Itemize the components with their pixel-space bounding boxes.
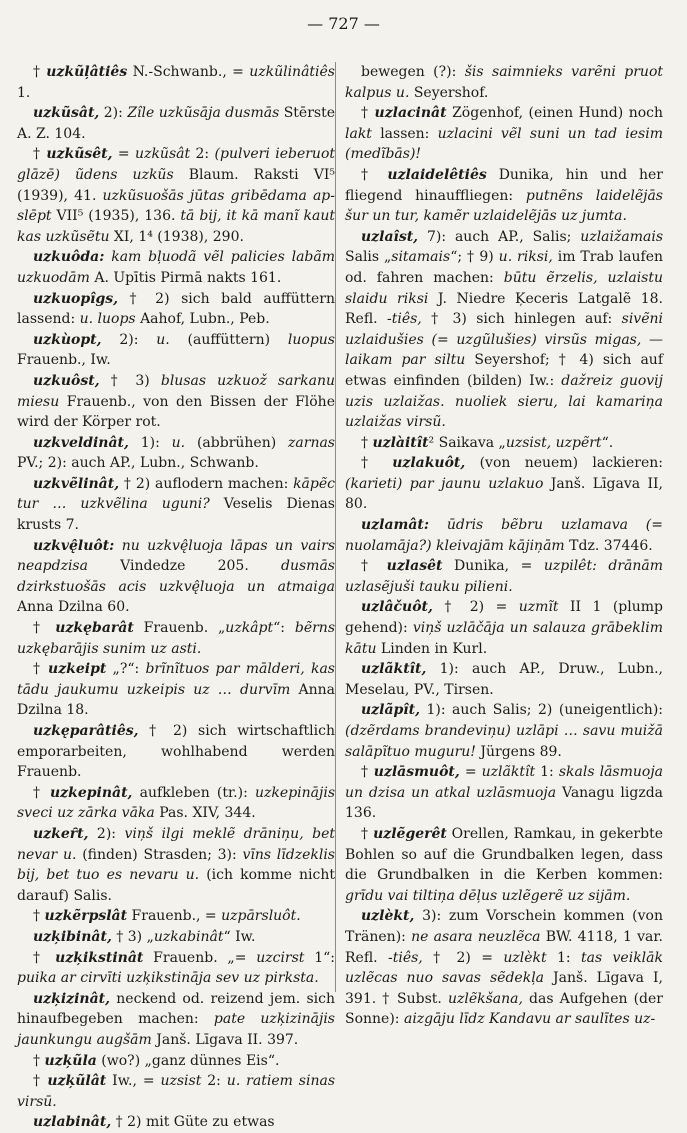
dictionary-entry (345, 906, 663, 1030)
entry-text: Dunika, hin und her fliegend hinauffliegen: (345, 166, 663, 204)
entry-text: † 3) „ (111, 928, 154, 945)
dictionary-entry (17, 144, 335, 247)
entry-text: (wo?) „ganz dünnes Eis“. (96, 1052, 280, 1069)
entry-text: (auffüttern) (169, 331, 288, 348)
entry-text: A. Upītis Pirmā nakts 161. (89, 269, 282, 286)
entry-text: neckend od. reizend jem. sich hinaufbegeben machen: (17, 990, 335, 1028)
entry-headword: uzlàitît (372, 434, 429, 451)
entry-text: uzkũsât (135, 146, 191, 163)
dictionary-entry (345, 453, 663, 515)
entry-headword: uzlãpît, (361, 702, 420, 719)
entry-text: Tdz. 37446. (564, 537, 653, 554)
entry-text: uzsist (160, 1073, 202, 1090)
entry-text (597, 558, 609, 574)
dictionary-entry (17, 659, 335, 721)
entry-text (429, 517, 447, 533)
entry-headword: uzkęparâtiês, (33, 723, 139, 739)
dictionary-entry (17, 474, 335, 536)
entry-text: 3): zum Vorschein kommen (von Tränen): (345, 908, 663, 945)
dictionary-entry (17, 330, 335, 371)
entry-text: ne asara neuzlẽca (411, 928, 541, 945)
entry-text: nu uzkvę̂luoja lāpas un vairs neapdzisa (17, 537, 336, 575)
entry-text: † (33, 1052, 45, 1069)
entry-text: 2: (190, 146, 215, 163)
dictionary-entry (17, 721, 335, 783)
entry-text: bewegen (?): (361, 64, 465, 80)
entry-text: † (33, 661, 49, 678)
entry-headword: uzķikstinât (55, 949, 144, 966)
entry-text: Vindedze 205. (87, 558, 282, 575)
entry-text: PV.; 2): auch AP., Lubn., Schwanb. (17, 455, 259, 472)
page-number: — 727 — (307, 14, 380, 33)
entry-text: BW. 4118, 1 var. Refl. (345, 928, 663, 966)
dictionary-entry (17, 247, 335, 288)
entry-text: tas veiklāk uzlẽcas nuo savas sẽdekļa (345, 949, 663, 987)
entry-text: (karieti) par jaunu uzlakuo (345, 475, 544, 492)
entry-text: Blaum. Raksti VI⁵ (1939), 41. (17, 166, 335, 204)
entry-text: Anna Dzilna 18. (17, 681, 335, 719)
entry-text: = (112, 146, 136, 163)
entry-headword: uzķibinât, (33, 928, 112, 945)
entry-text: Frauenb. „= (143, 949, 257, 966)
entry-text: Pas. XIV, 344. (154, 805, 256, 822)
entry-text: † (361, 764, 374, 781)
entry-text: (abbrühen) (185, 434, 289, 451)
entry-text: † (33, 949, 56, 966)
entry-headword: uzķizinât, (33, 990, 111, 1007)
entry-text: zarnas (288, 434, 335, 451)
entry-text: Frauenb., von den Bissen der Flöhe wird der Körper rot. (17, 393, 335, 431)
entry-headword: uzķũlât (47, 1073, 107, 1090)
entry-text: pate uzķizinājis jaunkungu augšām (17, 1011, 335, 1048)
entry-text: uzlaižamais (580, 228, 663, 245)
entry-text: das Aufgehen (der Sonne): (345, 990, 663, 1028)
entry-text: Anna Dzilna 60. (17, 599, 130, 616)
entry-text: uzcirst (256, 949, 305, 966)
dictionary-entry (345, 762, 663, 824)
entry-text: Stērste A. Z. 104. (17, 105, 336, 142)
dictionary-entry (17, 536, 335, 618)
dictionary-entry (345, 824, 663, 906)
entry-headword: uzkũsât, (33, 105, 100, 122)
entry-text: † (361, 434, 373, 451)
entry-headword: uzlacinât (374, 105, 447, 122)
entry-headword: uzkeȓt, (33, 825, 89, 842)
dictionary-entry (17, 62, 335, 103)
entry-text: N.-Schwanb., = (127, 64, 250, 80)
dictionary-entry (17, 824, 335, 906)
entry-text: Frauenb., Iw. (17, 352, 111, 369)
entry-text: 1): auch Salis; 2) (uneigentlich): (419, 702, 663, 719)
entry-headword: uzkuopîgs, (33, 290, 118, 307)
entry-text: Jürgens 89. (475, 743, 562, 760)
dictionary-entry (17, 989, 335, 1051)
entry-text: Janš. Līgava II. 397. (151, 1031, 299, 1048)
entry-text: uzpārsluôt. (221, 908, 301, 925)
entry-text: uzlãktît (481, 764, 536, 781)
entry-text: † (33, 1073, 48, 1090)
dictionary-entry (345, 597, 663, 659)
entry-text: † (361, 455, 393, 472)
entry-text: aizgāju līdz Kandavu ar saulītes uz- (403, 1011, 656, 1028)
entry-text: dusmās dzirkstuošās acis uzkvę̂luoja un atmaiga (17, 558, 335, 595)
entry-text: viņš uzlāčāja un salauza grābeklim kātu (345, 620, 663, 657)
entry-headword: uzķũla (44, 1052, 97, 1069)
dictionary-entry (17, 103, 335, 144)
entry-headword: uzkeipt (48, 661, 107, 678)
entry-text: † 2) mit Güte zu etwas (111, 1114, 275, 1131)
entry-text: 1): (128, 434, 172, 451)
entry-text: būtu ẽrzelis, uzlaistu slaidu riksi (345, 269, 663, 307)
entry-text: XI, 1⁴ (1938), 290. (109, 228, 244, 245)
entry-text: 2): (101, 331, 157, 348)
entry-headword: uzlamât: (361, 517, 430, 534)
entry-text: (finden) Strasden; 3): (76, 846, 243, 863)
entry-text: II 1 (plump gehend): (345, 599, 663, 637)
entry-text: Orellen, Ramkau, in gekerbte Bohlen so auf die Grundbalken legen, dass die Grundbalken in die Kerben kommen: (345, 825, 663, 884)
dictionary-entry (345, 659, 663, 700)
entry-text: -tiês, (387, 311, 422, 328)
entry-text: grīdu vai tiltiņa dēļus uzlẽgerẽ uz sijām. (345, 887, 631, 904)
entry-headword: uzkũļâtiês (46, 64, 128, 80)
entry-text: u. ratiem sinas virsū. (17, 1073, 335, 1110)
entry-text: blusas uzkuož sarkanu miesu (17, 372, 335, 410)
dictionary-entry (17, 1051, 335, 1072)
entry-text: „?“: (106, 661, 146, 678)
entry-headword: uzkuôda: (33, 249, 105, 266)
entry-text: † (361, 105, 375, 122)
entry-text: J. Niedre Ķeceris Latgalẽ 18. Refl. (345, 290, 663, 328)
entry-text: sivẽni uzlaidušies (= uzgũlušies) virsũs migas, — laikam par siltu (345, 311, 663, 369)
entry-text: 1“: (304, 949, 336, 966)
entry-text: † (33, 784, 50, 801)
entry-text: † 2) auflodern machen: (119, 475, 294, 492)
entry-text: Zîle uzkũsāja dusmās (127, 105, 280, 122)
entry-text: sitamais (391, 249, 451, 266)
entry-text: † (361, 558, 387, 575)
dictionary-entry (345, 62, 663, 103)
dictionary-entry (17, 927, 335, 948)
entry-text: u. luops (79, 311, 136, 328)
entry-text: bẽrns uzkębarājis sunim uz asti. (17, 620, 335, 657)
entry-text: dažreiz guovij uzis uzlaižas. nuoliek sieru, lai kamariņa uzlaižas virsũ. (345, 372, 663, 431)
entry-text: † 2) = (432, 599, 519, 616)
entry-headword: uzkùopt, (33, 331, 102, 348)
dictionary-entry (17, 618, 335, 659)
entry-text: “; † 9) (450, 249, 499, 266)
entry-text: uzsist, uzpẽrt (505, 434, 602, 451)
dictionary-entry (17, 289, 335, 330)
entry-text: uzlẽkšana, (447, 990, 523, 1007)
entry-text: u. riksi, (498, 249, 553, 266)
entry-text: ² Saikava „ (428, 434, 506, 451)
dictionary-entry (345, 433, 663, 454)
entry-text: 1): auch AP., Druw., Lubn., Meselau, PV., Tirsen. (345, 661, 663, 698)
entry-text: 1: (535, 764, 559, 781)
dictionary-entry (17, 906, 335, 927)
entry-text: † (33, 146, 47, 163)
entry-text: Janš. Līgava II, 80. (345, 475, 664, 513)
entry-text: uzkepinājis sveci uz zārka vāka (17, 784, 335, 822)
entry-text: = (459, 764, 482, 781)
entry-text: Salis „ (345, 249, 392, 266)
entry-text: Frauenb., = (127, 908, 222, 925)
entry-text: kāpẽc tur … uzkvẽlina uguni? (17, 475, 335, 513)
entry-text: luopus (287, 331, 335, 348)
entry-text: uzkũlinâtiês (249, 64, 335, 80)
entry-text: Linden in Kurl. (376, 640, 488, 657)
entry-text: Janš. Līgava I, 391. † Subst. (345, 970, 663, 1007)
entry-headword: uzkveldinât, (33, 434, 129, 451)
entry-text: (ich komme nicht darauf) Salis. (17, 867, 335, 904)
entry-text: † (361, 166, 388, 183)
column-divider (335, 62, 336, 992)
entry-headword: uzkepinât, (50, 784, 133, 801)
dictionary-entry (345, 515, 663, 556)
entry-headword: uzkũsêt, (46, 146, 113, 163)
entry-text: uzkũsuošās jūtas gribēdama apslēpt (17, 187, 335, 225)
entry-text: Seyershof; † 4) sich auf etwas einfinden (bilden) Iw.: (345, 352, 663, 389)
entry-text: 2): (99, 105, 128, 122)
entry-text: 2): (88, 825, 125, 842)
entry-text: drānām uzlasẽjuši tauku pilieni. (345, 558, 664, 595)
entry-text: im Trab laufen od. fahren machen: (345, 249, 664, 286)
dictionary-entry (345, 103, 663, 165)
entry-text: “. (601, 434, 614, 451)
entry-headword: uzlãktît, (361, 661, 427, 678)
dictionary-entry (345, 700, 663, 762)
dictionary-entry (17, 783, 335, 824)
entry-headword: uzlaidelêtiês (387, 166, 487, 183)
entry-text: † (33, 64, 47, 80)
entry-headword: uzkvę̂luôt: (33, 537, 115, 554)
dictionary-entry (17, 1112, 335, 1133)
entry-text: vīns līdzeklis bij, bet tuo es nevaru u. (17, 846, 335, 884)
entry-text: 2: (201, 1073, 227, 1090)
entry-text: † 3) sich hinlegen auf: (421, 311, 622, 328)
entry-headword: uzlakuôt, (392, 455, 466, 472)
entry-text: VII⁵ (1935), 136. (51, 208, 181, 225)
entry-text: † 2) sich bald auffüttern lassend: (17, 290, 335, 328)
entry-text: (von neuem) lackieren: (465, 455, 663, 472)
dictionary-entry (345, 556, 663, 597)
entry-text: -tiês, (388, 949, 423, 966)
entry-text: uzkâpt (225, 620, 274, 637)
dictionary-entry (17, 433, 335, 474)
entry-headword: uzlasêt (386, 558, 443, 575)
entry-text: kam bļuodã vẽl palicies labãm uzkuodām (17, 249, 336, 286)
dictionary-entry (345, 165, 663, 227)
entry-text: brĩnĩtuos par mālderi, kas tādu jaukumu uzkeipis uz … durvīm (17, 661, 335, 698)
entry-text: † (33, 908, 45, 925)
entry-text: “ Iw. (223, 928, 256, 945)
entry-text: u. (156, 331, 170, 348)
entry-text: 7): auch AP., Salis; (418, 228, 581, 245)
entry-text: Dunika, = (442, 558, 544, 575)
entry-headword: uzlāsmuôt, (373, 764, 460, 781)
dictionary-entry (17, 371, 335, 433)
entry-text: † 2) sich wirtschaftlich emporarbeiten, wohlhabend werden Frauenb. (17, 723, 335, 781)
entry-text: uzlacini vẽl suni un tad iesim (medĩbās)! (345, 125, 663, 163)
entry-text: † 3) (99, 372, 161, 389)
entry-text: uzpilêt: (543, 558, 597, 575)
entry-text: 1: (546, 949, 581, 966)
dictionary-entry (17, 948, 335, 989)
entry-text: Iw., = (106, 1073, 161, 1090)
entry-text: putnẽns laidelẽjās šur un tur, kamẽr uzlaidelẽjās uz jumta. (345, 187, 663, 225)
entry-text: † (361, 825, 374, 842)
entry-text: (pulveri ieberuot glāzē) ũdens uzkũs (17, 146, 336, 183)
dictionary-entry (345, 227, 663, 433)
entry-text (114, 538, 121, 554)
entry-text: lassen: (371, 125, 438, 142)
entry-headword: uzkvẽlinât, (33, 475, 120, 492)
entry-text: ūdris bẽbru uzlamava (= nuolamāja?) kleivajām kājiņām (345, 517, 664, 554)
entry-headword: uzkuôst, (33, 372, 100, 389)
entry-text: viņš ilgi meklẽ drāniņu, bet nevar u. (17, 825, 335, 863)
entry-text: Zögenhof, (einen Hund) noch (446, 105, 664, 122)
entry-text: Aahof, Lubn., Peb. (135, 311, 270, 328)
entry-headword: uzlâčuôt, (361, 599, 433, 616)
entry-text: puika ar cirvīti uzķikstināja sev uz pirksta. (17, 970, 319, 987)
column-right (345, 62, 664, 1028)
entry-headword: uzlẽgerêt (373, 825, 447, 842)
entry-text: “: (273, 620, 295, 637)
entry-text: Frauenb. „ (133, 620, 226, 637)
entry-text: šis saimnieks varẽni pruot kalpus u. (345, 64, 664, 101)
dictionary-entry (17, 1071, 335, 1112)
entry-headword: uzkębarât (55, 620, 134, 637)
entry-text: aufkleben (tr.): (132, 784, 256, 801)
entry-headword: uzlabinât, (33, 1114, 112, 1131)
entry-text: (dzẽrdams brandeviņu) uzlāpi … savu muižā salāpĩtuo muguru! (345, 723, 663, 760)
entry-text: u. (171, 434, 186, 451)
entry-headword: uzlèkt, (361, 908, 415, 925)
entry-text: Vanagu ligzda 136. (345, 784, 663, 822)
entry-text: uzmĩt (518, 599, 559, 616)
entry-text: 1. (17, 84, 31, 101)
column-left (17, 62, 336, 1131)
entry-text: Veselis Dienas krusts 7. (17, 496, 335, 534)
entry-text: † (33, 620, 56, 637)
entry-text: Seyershof. (409, 84, 489, 101)
entry-text: uzlèkt (503, 949, 547, 966)
entry-text: tā bij, it kā manĩ kaut kas uzkũsẽtu (17, 208, 335, 245)
entry-text: † 2) = (422, 949, 504, 966)
entry-headword: uzlaîst, (361, 228, 419, 245)
entry-text: uzkabinât (153, 928, 224, 945)
entry-text: lakt (345, 125, 372, 142)
entry-headword: uzkẽrpslât (44, 908, 128, 925)
entry-text: skals lāsmuoja un dzisa un atkal uzlāsmuoja (345, 764, 664, 801)
